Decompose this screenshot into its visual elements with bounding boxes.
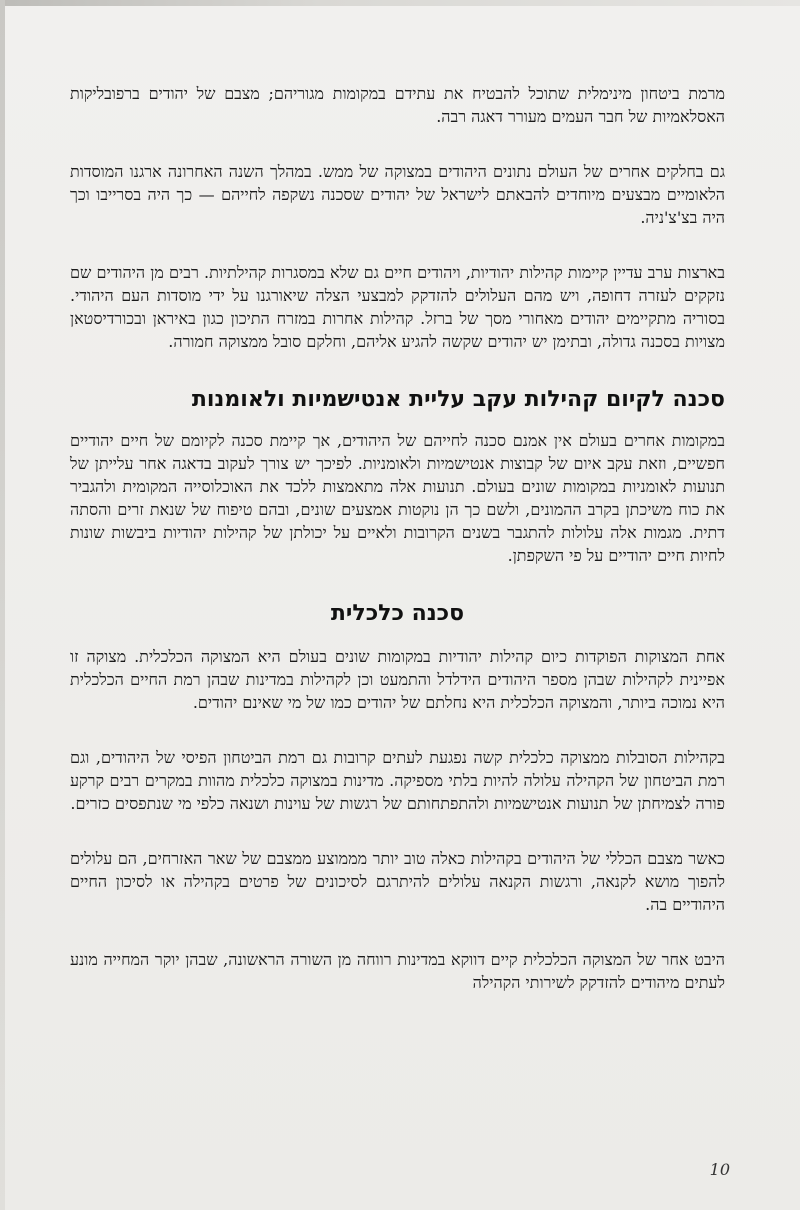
section-heading-economic: סכנה כלכלית <box>330 601 465 626</box>
paragraph: אחת המצוקות הפוקדות כיום קהילות יהודיות במקומות שונים בעולם היא המצוקה הכלכלית. מצוקה זו אפיינית לקהילות שבהן מספר היהודים הידלדל והתמעט וכן לקהילות במדינות שבהן רמת החיים הכלכלית היא נמוכה ביותר, והמצוקה הכלכלית היא נחלתם של יהודים כמו של מי שאינם יהודים. <box>70 647 725 712</box>
paragraph: במקומות אחרים בעולם אין אמנם סכנה לחייהם של היהודים, אך קיימת סכנה לקיומם של חיים יהודיים חפשיים, וזאת עקב איום של קבוצות אנטישמיות ולאומניות. לפיכך יש צורך לעקוב בדאגה אחר עלייתן של תנועות לאומניות במקומות שונים בעולם. תנועות אלה מתאמצות ללכד את האוכלוסייה המקומית ולהגביר את כוח משיכתן בקרב ההמונים, ולשם כך הן נוקטות אמצעים שונים, ובהם טיפוח של שנאת זרים והסתה דתית. מגמות אלה עלולות להתגבר בשנים הקרובות ולאיים על יכולתן של קהילות יהודיות ביבשות שונות לחיות חיים יהודיים על פי השקפתן. <box>70 431 725 565</box>
paragraph: גם בחלקים אחרים של העולם נתונים היהודים במצוקה של ממש. במהלך השנה האחרונה ארגנו המוסדות הלאומיים מבצעים מיוחדים להבאתם לישראל של יהודים שסכנה נשקפה לחייהם — כך היה בסרייבו וכך היה בצ'צ'ניה. <box>70 162 725 227</box>
paragraph: מרמת ביטחון מינימלית שתוכל להבטיח את עתידם במקומות מגוריהם; מצבם של יהודים ברפובליקות האסלאמיות של חבר העמים מעורר דאגה רבה. <box>70 84 725 126</box>
scan-edge <box>0 0 800 6</box>
paragraph: בארצות ערב עדיין קיימות קהילות יהודיות, ויהודים חיים גם שלא במסגרות קהילתיות. רבים מן היהודים שם נזקקים לעזרה דחופה, ויש מהם העלולים להזדקק למבצעי הצלה שיאורגנו על ידי מוסדות העם היהודי. בסוריה מתקיימים יהודים מאחורי מסך של ברזל. קהילות אחרות במזרח התיכון כגון באיראן ובכורדיסטאן מצויות בסכנה גדולה, ובתימן יש יהודים שקשה להגיע אליהם, וחלקם סובל ממצוקה חמורה. <box>70 263 725 351</box>
document-body <box>70 82 725 1026</box>
paragraph: היבט אחר של המצוקה הכלכלית קיים דווקא במדינות רווחה מן השורה הראשונה, שבהן יוקר המחייה מונע לעתים מיהודים להזדקק לשירותי הקהילה <box>70 950 725 992</box>
page-number: 10 <box>709 1160 730 1179</box>
paragraph: כאשר מצבם הכללי של היהודים בקהילות כאלה טוב יותר מממוצע ממצבם של שאר האזרחים, הם עלולים להפוך מושא לקנאה, ורגשות הקנאה עלולים להיתרגם לסיכונים של פרטים בקהילה או לסיכון החיים היהודיים בה. <box>70 849 726 914</box>
section-heading-antisemitism: סכנה לקיום קהילות עקב עליית אנטישמיות ולאומנות <box>191 387 725 412</box>
scan-edge-left <box>0 0 5 1210</box>
paragraph: בקהילות הסובלות ממצוקה כלכלית קשה נפגעת לעתים קרובות גם רמת הביטחון הפיסי של היהודים, וגם רמת הביטחון של הקהילה עלולה להיות בלתי מספיקה. מדינות במצוקה כלכלית מהוות במקרים רבים קרקע פורה לצמיחתן של תנועות אנטישמיות ולהתפתחותם של רגשות של עוינות ושנאה כלפי מי שנתפסים כזרים. <box>70 748 725 813</box>
